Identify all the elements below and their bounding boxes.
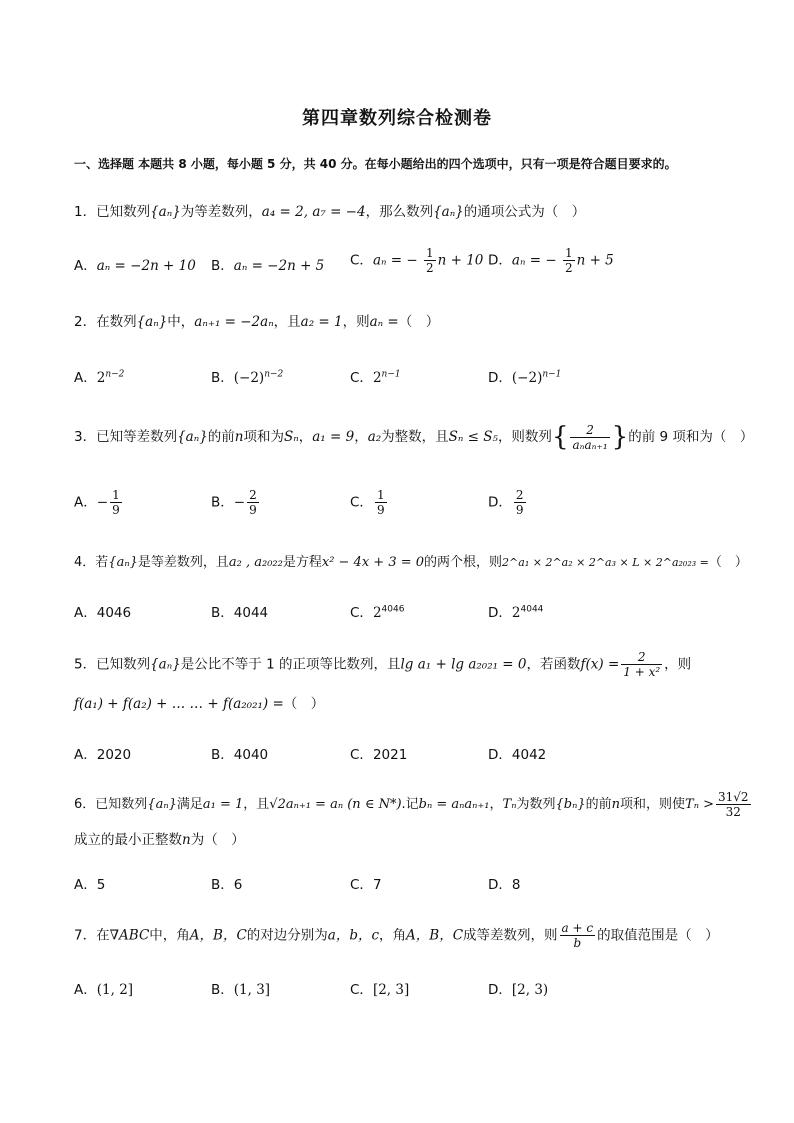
question-number: 1． (74, 204, 97, 220)
option-b[interactable]: B．4044 (211, 605, 269, 621)
question-2: 2．在数列{aₙ}中，aₙ₊₁ = −2aₙ，且a₂ = 1，则aₙ =（ ） (74, 314, 440, 330)
option-c[interactable]: C． $\frac{1}{9}$ (350, 488, 385, 517)
option-b[interactable]: B．− $\frac{2}{9}$ (211, 488, 257, 517)
question-7: 7．在∇ABC中，角A，B，C的对边分别为a，b，c，角A，B，C成等差数列，则 $\frac{a + c}{b}$ 的取值范围是（ ） (74, 921, 719, 950)
question-text: ，那么数列 (365, 204, 434, 220)
option-c[interactable]: C．7 (350, 877, 382, 893)
question-5-line-2: f(a₁) + f(a₂) + … … + f(a₂₀₂₁) =（ ） (74, 696, 325, 712)
section-heading: 一、选择题 本题共 8 小题，每小题 5 分，共 40 分。在每小题给出的四个选项中，只有一项是符合题目要求的。 (74, 157, 677, 171)
option-d[interactable]: D． $\frac{2}{9}$ (488, 488, 524, 517)
question-text: 已知数列 (96, 204, 151, 220)
option-c[interactable]: C．aₙ = − $\frac{1}{2}$ n + 10 (350, 246, 484, 275)
question-text: 为等差数列， (180, 204, 262, 220)
options-2 (74, 366, 754, 396)
question-number: 5． (74, 656, 97, 673)
option-d[interactable]: D．$2^{4044}$ (488, 604, 544, 621)
option-d[interactable]: D．$(-2)^{n-1}$ (488, 369, 562, 386)
option-a[interactable]: A．$2^{n-2}$ (74, 369, 125, 386)
options-5 (74, 743, 754, 773)
options-7 (74, 978, 754, 1008)
option-a[interactable]: A．aₙ = −2n + 10 (74, 258, 196, 274)
question-number: 6． (74, 797, 96, 812)
question-number: 2． (74, 314, 97, 330)
option-b[interactable]: B．(1, 3] (211, 982, 271, 998)
option-a[interactable]: A．(1, 2] (74, 982, 134, 998)
question-text: 的通项公式为（ ） (463, 204, 586, 220)
option-b[interactable]: B．$(-2)^{n-2}$ (211, 369, 284, 386)
question-number: 4． (74, 555, 96, 570)
option-d[interactable]: D．aₙ = − $\frac{1}{2}$ n + 5 (488, 246, 614, 275)
option-a[interactable]: A．2020 (74, 747, 132, 763)
option-c[interactable]: C．$2^{n-1}$ (350, 369, 401, 386)
option-b[interactable]: B．6 (211, 877, 243, 893)
option-c[interactable]: C．2021 (350, 747, 408, 763)
option-b[interactable]: B．4040 (211, 747, 269, 763)
question-4: 4．若{aₙ}是等差数列，且a₂ , a₂₀₂₂是方程x² − 4x + 3 = 0的两个根，则2^a₁ × 2^a₂ × 2^a₃ × L × 2^a₂₀₂₃ =（ ） (74, 555, 748, 570)
option-d[interactable]: D．8 (488, 877, 521, 893)
math-expr: {aₙ} (433, 204, 464, 220)
question-number: 3． (74, 429, 97, 445)
question-3: 3．已知等差数列{aₙ}的前n项和为Sₙ，a₁ = 9，a₂为整数，且Sₙ ≤ S₅，则数列{ $\frac{2}{\text{aₙaₙ₊₁}}$ }的前 9 项和为（ ） (74, 422, 754, 452)
option-b[interactable]: B．aₙ = −2n + 5 (211, 258, 325, 274)
option-a[interactable]: A．5 (74, 877, 106, 893)
question-6-line-2: 成立的最小正整数n为（ ） (74, 832, 245, 848)
option-c[interactable]: C．$2^{4046}$ (350, 604, 405, 621)
math-expr: a₄ = 2, a₇ = −4 (261, 204, 366, 220)
question-1 (74, 200, 585, 220)
question-6: 6．已知数列{aₙ}满足a₁ = 1，且√2aₙ₊₁ = aₙ (n ∈ N*).记bₙ = aₙaₙ₊₁，Tₙ为数列{bₙ}的前n项和，则使Tₙ > $\frac{31√2}{32}$ (74, 790, 749, 819)
options-3 (74, 488, 754, 518)
option-c[interactable]: C．[2, 3] (350, 982, 410, 998)
options-1 (74, 246, 754, 284)
option-a[interactable]: A．4046 (74, 605, 132, 621)
question-number: 7． (74, 927, 97, 944)
math-expr: {aₙ} (150, 204, 181, 220)
options-4 (74, 601, 754, 631)
page-title: 第四章数列综合检测卷 (302, 108, 492, 129)
option-d[interactable]: D．[2, 3) (488, 982, 549, 998)
options-6 (74, 873, 754, 903)
question-5: 5．已知数列{aₙ}是公比不等于 1 的正项等比数列，且lg a₁ + lg a₂₀₂₁ = 0，若函数f(x) = $\frac{2}{\text{1 + x²}}$ ，则 (74, 650, 692, 679)
option-a[interactable]: A．− $\frac{1}{9}$ (74, 488, 120, 517)
option-d[interactable]: D．4042 (488, 747, 547, 763)
